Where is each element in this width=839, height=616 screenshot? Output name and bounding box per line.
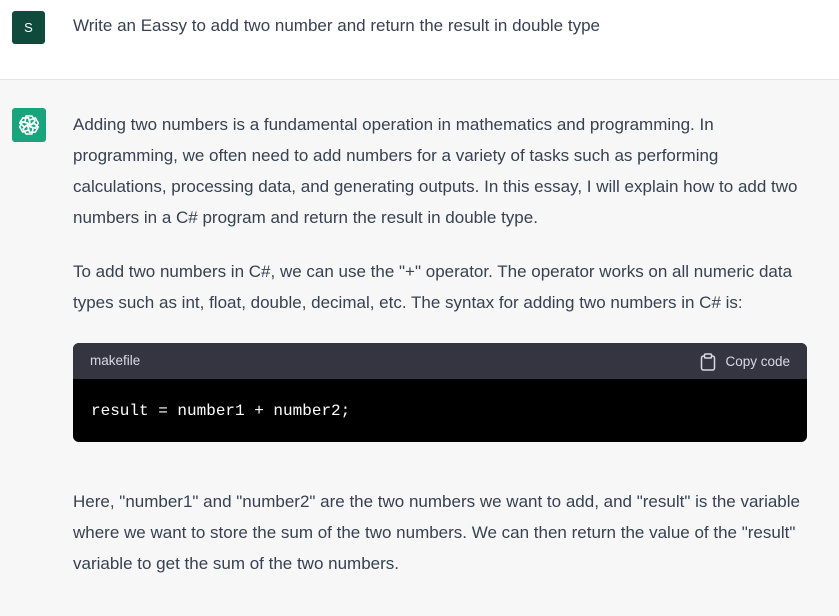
code-language-label: makefile — [90, 353, 141, 368]
copy-code-button[interactable] — [700, 352, 790, 371]
clipboard-icon — [700, 353, 716, 371]
assistant-paragraph-3: Here, "number1" and "number2" are the two numbers we want to add, and "result" is the variable where we want to store the sum of the two numbers. We can then return the value of the "result" variable to get the sum of the two numbers. — [73, 492, 800, 573]
code-line: result = number1 + number2; — [91, 402, 351, 420]
assistant-avatar — [12, 108, 46, 142]
assistant-message-content — [73, 109, 813, 579]
copy-code-label: Copy code — [725, 354, 790, 369]
openai-logo-icon — [17, 113, 41, 137]
user-message-text: Write an Eassy to add two number and return the result in double type — [73, 16, 600, 35]
code-block — [73, 343, 807, 442]
assistant-paragraph-1: Adding two numbers is a fundamental operation in mathematics and programming. In programming, we often need to add numbers for a variety of tasks such as performing calculations, processing data, and generating outputs. In this essay, I will explain how to add two numbers in a C# program and return the result in double type. — [73, 115, 798, 227]
assistant-paragraph-2: To add two numbers in C#, we can use the "+" operator. The operator works on all numeric data types such as int, float, double, decimal, etc. The syntax for adding two numbers in C# is: — [73, 262, 793, 312]
assistant-message-row — [0, 80, 839, 616]
code-block-header — [73, 343, 807, 379]
user-message-row — [0, 0, 839, 80]
user-avatar: S — [12, 11, 45, 44]
code-block-body — [73, 379, 807, 442]
